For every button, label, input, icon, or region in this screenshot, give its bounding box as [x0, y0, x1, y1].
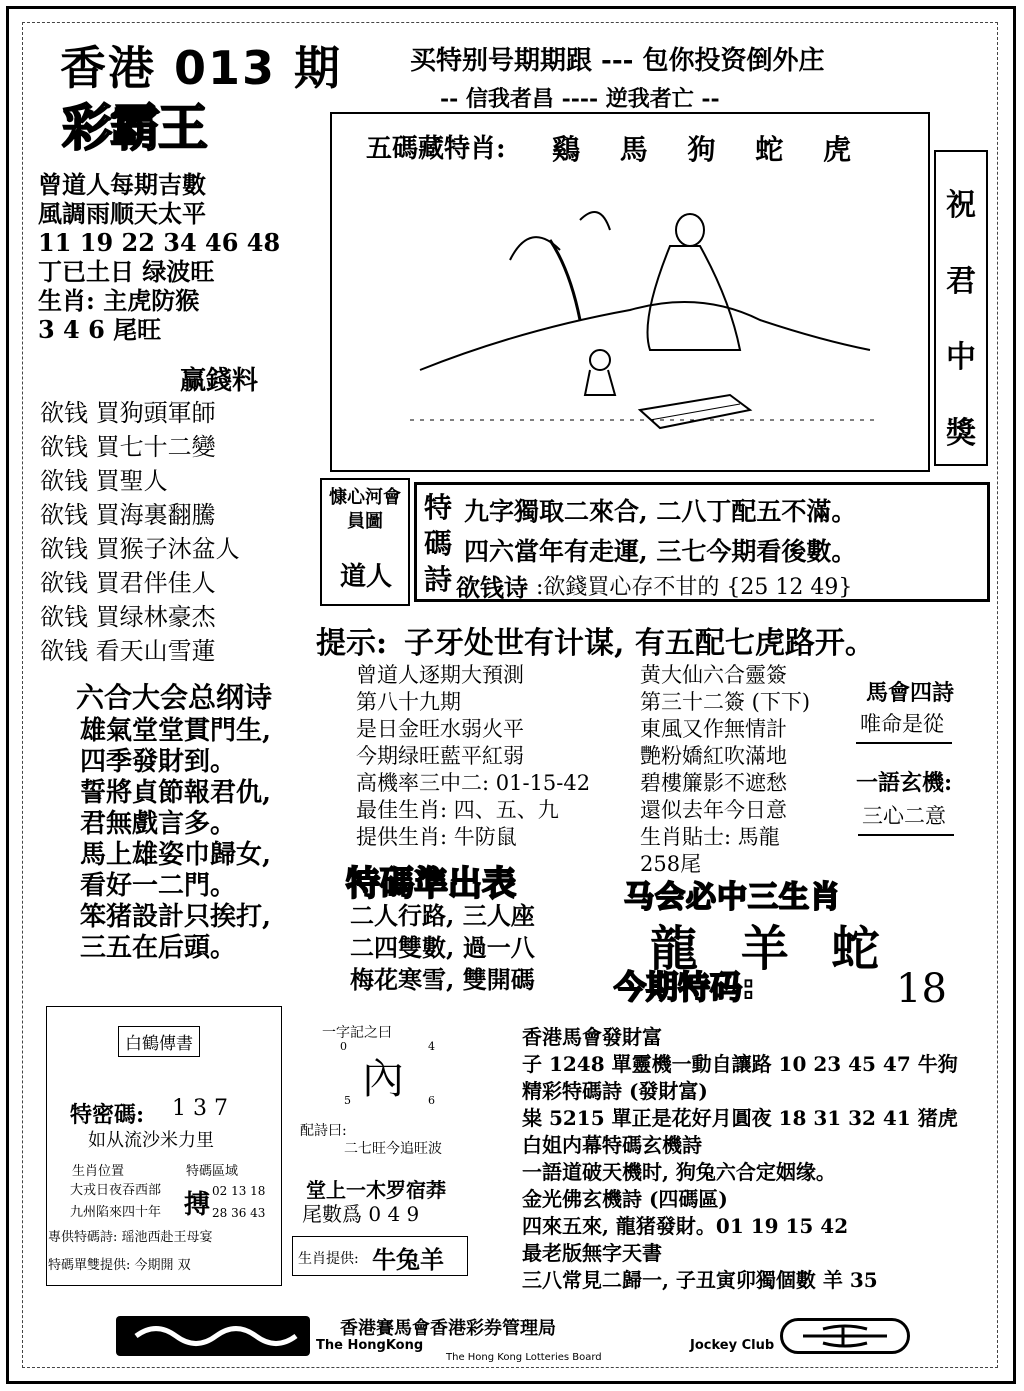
special-table-line: 梅花寒雪, 雙開碼 — [350, 965, 535, 994]
one-char-digit: 5 — [344, 1094, 351, 1107]
winmoney-item: 欲钱 買猴子沐盆人 — [40, 535, 240, 563]
wong-tai-sin-line: 碧樓簾影不遮愁 — [640, 771, 787, 795]
right-bottom-line: 三八常見二歸一, 子丑寅卯獨個數 羊 35 — [522, 1268, 878, 1292]
special-poem-side-char: 碼 — [424, 527, 453, 560]
today-special-number: 18 — [896, 966, 947, 1012]
special-table-title: 特碼準出表 — [346, 864, 516, 904]
scene-illustration — [400, 180, 900, 450]
general-poem-line: 君無戲言多。 — [80, 809, 237, 839]
blessing-char: 祝 — [946, 188, 976, 223]
forecast-line: 曾道人逐期大預測 — [356, 663, 524, 687]
special-poem-side-char: 特 — [424, 491, 453, 524]
footer-logo-right — [780, 1318, 910, 1354]
special-poem-line1: 九字獨取二來合, 二八丁配五不滿。 — [464, 497, 857, 526]
right-bottom-line: 香港馬會發財富 — [522, 1025, 662, 1049]
general-poem-title: 六合大会总纲诗 — [76, 681, 273, 714]
daoren-line: 3 4 6 尾旺 — [38, 315, 162, 344]
right-bottom-line: 精彩特碼詩 (發財富) — [522, 1079, 708, 1103]
hint-text: 子牙处世有计谋, 有五配七虎路开。 — [404, 626, 875, 661]
wong-tai-sin-line: 生肖貼士: 馬龍 — [640, 825, 780, 849]
winmoney-item: 欲钱 買狗頭軍師 — [40, 399, 216, 427]
picture-label: 五碼藏特肖: — [366, 134, 506, 164]
white-crane-code-label: 特密碼: — [70, 1102, 145, 1128]
general-poem-line: 四季發財到。 — [80, 747, 237, 777]
footer-logo-left — [116, 1316, 310, 1356]
forecast-line: 最佳生肖: 四、五、九 — [356, 798, 559, 822]
winmoney-list — [40, 396, 240, 668]
three-zodiacs: 龍 羊 蛇 — [650, 921, 880, 977]
winmoney-item: 欲钱 買七十二變 — [40, 433, 216, 461]
horse-poems-text: 唯命是從 — [856, 708, 952, 744]
forecast-block — [356, 662, 590, 851]
general-poem-line: 誓將貞節報君仇, — [80, 778, 272, 808]
hint-label: 提示: — [316, 626, 388, 661]
right-bottom-line: 白姐内幕特碼玄機詩 — [522, 1133, 702, 1157]
white-crane-supply: 專供特碼詩: 瑶池西赴王母宴 — [48, 1230, 213, 1245]
blessing-char: 獎 — [946, 416, 976, 451]
blessing-char: 君 — [946, 264, 976, 299]
general-poem-line: 雄氣堂堂貫門生, — [80, 716, 272, 746]
general-poem-line: 笨猪設計只挨打, — [80, 902, 272, 932]
wong-tai-sin-line: 東風又作無情計 — [640, 717, 787, 741]
stamp-bottom: 道人 — [340, 562, 393, 592]
wong-tai-sin-block — [640, 662, 810, 878]
special-table-line: 二四雙數, 過一八 — [350, 933, 535, 962]
winmoney-item: 欲钱 買聖人 — [40, 467, 168, 495]
white-crane-special-label: 特碼區域 — [186, 1164, 239, 1179]
footer-cn: 香港賽馬會香港彩券管理局 — [340, 1318, 556, 1339]
daoren-line: 生肖: 主虎防猴 — [38, 286, 200, 315]
special-poem-line3: :欲錢買心存不甘的 {25 12 49} — [536, 575, 853, 600]
white-crane-pos-line: 九州陷來四十年 — [70, 1205, 162, 1220]
general-poem-line: 看好一二門。 — [80, 871, 237, 901]
footer-en1: The HongKong — [316, 1338, 424, 1353]
right-bottom-line: 最老版無字天書 — [522, 1241, 662, 1265]
wong-tai-sin-line: 258尾 — [640, 852, 702, 876]
one-char-digit: 6 — [428, 1094, 435, 1107]
daoren-line: 11 19 22 34 46 48 — [38, 228, 281, 257]
one-char-digit: 0 — [340, 1040, 347, 1053]
winmoney-item: 欲钱 買绿林豪杰 — [40, 603, 216, 631]
forecast-line: 提供生肖: 牛防鼠 — [356, 825, 517, 849]
white-crane-pos-lines — [70, 1180, 161, 1224]
picture-zodiacs: 鷄 馬 狗 蛇 虎 — [552, 133, 851, 166]
one-char-zodiac: 牛兔羊 — [372, 1245, 444, 1274]
one-char-zodiac-label: 生肖提供: — [298, 1251, 359, 1267]
special-poem-line3-label: 欲钱诗 — [456, 573, 528, 602]
special-table-lines — [350, 900, 535, 996]
footer-en3: The Hong Kong Lotteries Board — [446, 1352, 602, 1363]
forecast-line: 高機率三中二: 01-15-42 — [356, 771, 591, 795]
special-poem-side-char: 詩 — [424, 563, 453, 596]
white-crane-special-nums — [212, 1180, 265, 1224]
wong-tai-sin-line: 還似去年今日意 — [640, 798, 787, 822]
one-char-poem: 二七旺今追旺波 — [344, 1141, 442, 1157]
special-poem-side — [424, 490, 452, 598]
forecast-line: 今期绿旺藍平紅弱 — [356, 744, 524, 768]
right-bottom-block — [522, 1024, 958, 1294]
one-char-poem-label: 配詩曰: — [300, 1123, 347, 1139]
white-crane-phrase: 如从流沙米力里 — [88, 1130, 214, 1151]
subslogan: -- 信我者昌 ---- 逆我者亡 -- — [440, 86, 720, 112]
winmoney-title: 赢錢料 — [180, 366, 259, 396]
stamp-top: 慷心河會員圖 — [329, 487, 401, 532]
daoren-block — [38, 170, 280, 344]
one-char-tail: 尾數爲 0 4 9 — [302, 1202, 420, 1226]
white-crane-title: 白鶴傳書 — [118, 1026, 200, 1057]
one-char: 內 — [362, 1054, 405, 1103]
right-bottom-line: 四來五來, 龍猪發財。01 19 15 42 — [522, 1214, 849, 1238]
white-crane-pos-line: 大戎日夜吞西部 — [70, 1183, 162, 1198]
white-crane-special-num: 28 36 43 — [212, 1206, 266, 1220]
right-bottom-line: 金光佛玄機詩 (四碼區) — [522, 1187, 728, 1211]
horse-poems-title: 馬會四詩 — [866, 680, 955, 706]
forecast-line: 第八十九期 — [356, 690, 461, 714]
daoren-line: 曾道人每期吉數 — [38, 170, 206, 199]
footer-en2: Jockey Club — [690, 1338, 775, 1353]
winmoney-item: 欲钱 看天山雪蓮 — [40, 637, 216, 665]
right-bottom-line: 粜 5215 單正是花好月圓夜 18 31 32 41 猪虎 — [522, 1106, 958, 1130]
mystery-text: 三心二意 — [858, 800, 954, 836]
special-poem-line2: 四六當年有走運, 三七今期看後數。 — [464, 537, 857, 566]
forecast-line: 是日金旺水弱火平 — [356, 717, 524, 741]
right-bottom-line: 一語道破天機时, 狗兔六合定姻缘。 — [522, 1160, 836, 1184]
mystery-title: 一語玄機: — [856, 770, 953, 796]
one-char-digit: 4 — [428, 1040, 435, 1053]
white-crane-special-big: 搏 — [184, 1190, 211, 1220]
wong-tai-sin-line: 艷粉嬌紅吹滿地 — [640, 744, 787, 768]
blessing-char: 中 — [946, 340, 976, 375]
today-special-label: 今期特码: — [614, 968, 755, 1006]
wong-tai-sin-line: 黄大仙六合靈簽 — [640, 663, 787, 687]
white-crane-special-num: 02 13 18 — [212, 1184, 266, 1198]
white-crane-code: 1 3 7 — [172, 1096, 228, 1121]
white-crane-pos-label: 生肖位置 — [72, 1164, 125, 1179]
general-poem-line: 馬上雄姿巾歸女, — [80, 840, 272, 870]
daoren-line: 風調雨顺天太平 — [38, 199, 206, 228]
general-poem-line: 三五在后頭。 — [80, 933, 237, 963]
one-char-title: 一字記之曰 — [322, 1025, 392, 1041]
general-poem-lines — [80, 716, 271, 964]
brand-title: 彩霸王 — [62, 99, 206, 157]
slogan: 买特别号期期跟 --- 包你投资倒外庄 — [410, 46, 825, 76]
wong-tai-sin-line: 第三十二簽 (下下) — [640, 690, 811, 714]
daoren-line: 丁已土日 绿波旺 — [38, 257, 215, 286]
blessing-text — [946, 168, 976, 472]
special-table-line: 二人行路, 三人座 — [350, 901, 535, 930]
one-char-house: 堂上一木罗宿莽 — [306, 1178, 446, 1202]
white-crane-single-double: 特碼單雙提供: 今期開 双 — [48, 1258, 191, 1273]
right-bottom-line: 子 1248 單靈機一動自讓路 10 23 45 47 牛狗 — [522, 1052, 958, 1076]
issue-title: 香港 013 期 — [60, 41, 343, 95]
winmoney-item: 欲钱 買海裏翻騰 — [40, 501, 216, 529]
three-zodiacs-title: 马会必中三生肖 — [624, 880, 841, 915]
winmoney-item: 欲钱 買君伴佳人 — [40, 569, 216, 597]
